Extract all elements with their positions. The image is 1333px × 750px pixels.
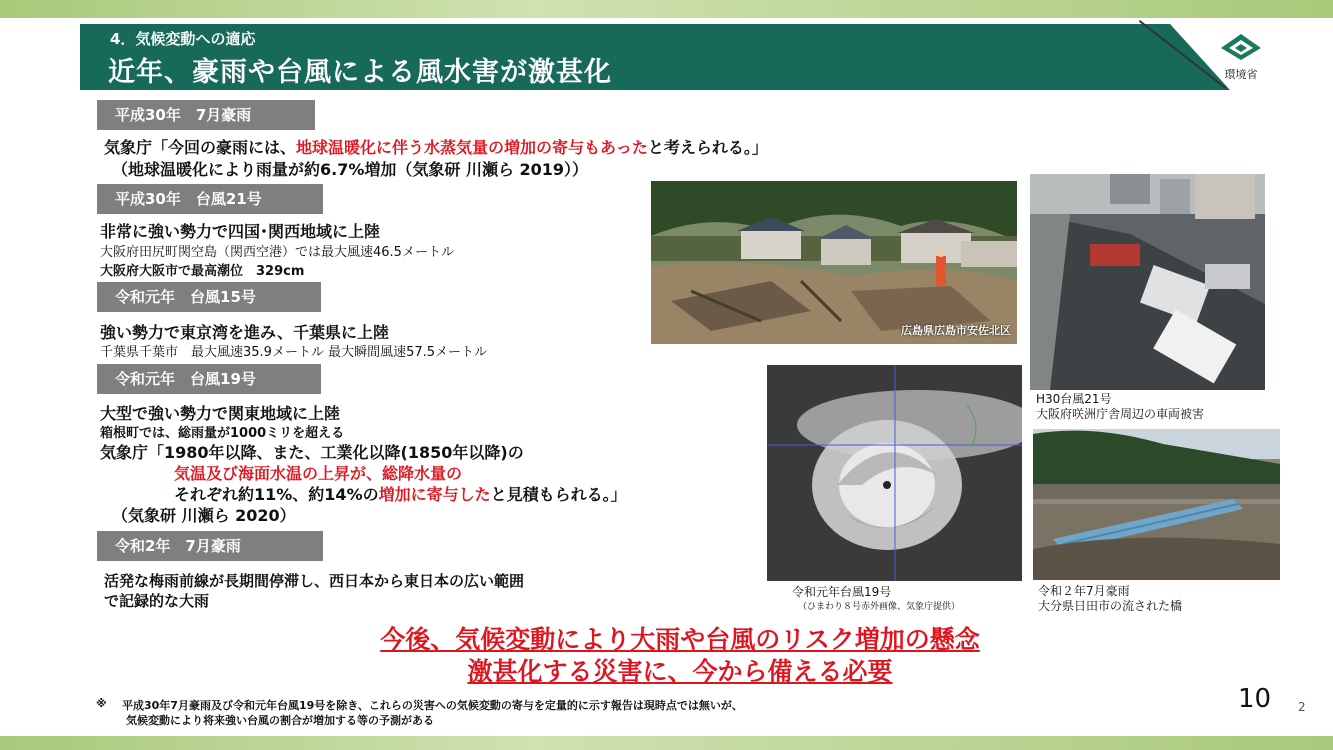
footnote-line1: 平成30年7月豪雨及び令和元年台風19号を除き、これらの災害への気候変動の寄与を定量的に示す報告は現時点では無いが、 bbox=[122, 699, 743, 712]
photo4-caption-desc: 大分県日田市の流された橋 bbox=[1038, 599, 1183, 613]
slide-header bbox=[80, 24, 1230, 90]
section-kicker: 4．気候変動への適応 bbox=[110, 30, 256, 48]
h30-rain-quote bbox=[104, 135, 768, 158]
top-green-band bbox=[0, 0, 1333, 18]
conclusion-line2: 激甚化する災害に、今から備える必要 bbox=[467, 657, 893, 686]
quote-highlight: 地球温暖化に伴う水蒸気量の増加の寄与もあった bbox=[296, 138, 648, 157]
r2-rain-line2: で記録的な大雨 bbox=[104, 592, 210, 610]
section-tag-r2-july-rain: 令和2年 7月豪雨 bbox=[97, 531, 323, 561]
page-number: 2 bbox=[1298, 700, 1306, 714]
typhoon19-citation: （気象研 川瀬ら 2020） bbox=[112, 506, 296, 525]
photo-hita-bridge bbox=[1033, 429, 1280, 580]
photo-osaka-vehicle-damage bbox=[1030, 174, 1265, 390]
quote-tail: と見積もられる。」 bbox=[490, 485, 627, 504]
bottom-green-band bbox=[0, 736, 1333, 750]
photo2-caption-desc: 大阪府咲洲庁舎周辺の車両被害 bbox=[1036, 407, 1205, 421]
landslide-photo-image bbox=[651, 181, 1017, 344]
quote-highlight: 増加に寄与した bbox=[378, 485, 491, 504]
photo-typhoon19-satellite bbox=[767, 365, 1022, 581]
photo3-caption-source: （ひまわり８号赤外画像、気象庁提供） bbox=[798, 602, 961, 612]
photo3-caption-title: 令和元年台風19号 bbox=[792, 585, 892, 599]
bridge-photo-image bbox=[1033, 429, 1280, 580]
vehicle-damage-photo-image bbox=[1030, 174, 1265, 390]
photo4-caption-title: 令和２年7月豪雨 bbox=[1038, 584, 1130, 598]
ministry-logo bbox=[1205, 30, 1277, 86]
footnote-mark: ※ bbox=[96, 697, 107, 710]
section-tag-r1-typhoon15: 令和元年 台風15号 bbox=[97, 282, 321, 312]
typhoon21-landfall: 非常に強い勢力で四国･関西地域に上陸 bbox=[100, 222, 381, 241]
photo2-caption-title: H30台風21号 bbox=[1036, 392, 1112, 406]
section-tag-h30-july-rain: 平成30年 7月豪雨 bbox=[97, 100, 315, 130]
photo-hiroshima-landslide bbox=[651, 181, 1017, 344]
typhoon21-tide: 大阪府大阪市で最高潮位 329cm bbox=[100, 264, 305, 279]
quote-lead: 気象庁「今回の豪雨には、 bbox=[104, 138, 297, 157]
quote-lead: それぞれ約11%、約14%の bbox=[174, 485, 379, 504]
photo-location-overlay: 広島県広島市安佐北区 bbox=[901, 324, 1011, 337]
conclusion-line1: 今後、気候変動により大雨や台風のリスク増加の懸念 bbox=[380, 625, 980, 654]
section-tag-h30-typhoon21: 平成30年 台風21号 bbox=[97, 184, 323, 214]
r2-rain-line1: 活発な梅雨前線が長期間停滞し、西日本から東日本の広い範囲 bbox=[104, 572, 525, 590]
h30-rain-citation: （地球温暖化により雨量が約6.7%増加（気象研 川瀬ら 2019）） bbox=[112, 160, 589, 179]
mountain-logo-icon bbox=[1219, 32, 1263, 62]
typhoon19-quote-line3 bbox=[174, 482, 627, 505]
typhoon15-wind: 千葉県千葉市 最大風速35.9メートル 最大瞬間風速57.5メートル bbox=[100, 345, 488, 360]
typhoon21-wind: 大阪府田尻町関空島（関西空港）では最大風速46.5メートル bbox=[100, 245, 454, 260]
section-tag-r1-typhoon19: 令和元年 台風19号 bbox=[97, 364, 321, 394]
typhoon19-quote-highlight: 気温及び海面水温の上昇が、総降水量の bbox=[174, 464, 463, 483]
satellite-photo-image bbox=[767, 365, 1022, 581]
slide-title: 近年、豪雨や台風による風水害が激甚化 bbox=[108, 57, 612, 88]
typhoon19-rainfall: 箱根町では、総雨量が1000ミリを超える bbox=[100, 426, 345, 441]
footnote-line2: 気候変動により将来強い台風の割合が増加する等の予測がある bbox=[126, 714, 434, 727]
logo-text: 環境省 bbox=[1224, 68, 1258, 81]
typhoon19-landfall: 大型で強い勢力で関東地域に上陸 bbox=[100, 404, 341, 423]
typhoon19-quote-line1: 気象庁「1980年以降、また、工業化以降(1850年以降)の bbox=[100, 443, 524, 462]
slide-number: 10 bbox=[1238, 684, 1272, 714]
typhoon15-landfall: 強い勢力で東京湾を進み、千葉県に上陸 bbox=[100, 323, 389, 342]
quote-tail: と考えられる。」 bbox=[647, 138, 768, 157]
